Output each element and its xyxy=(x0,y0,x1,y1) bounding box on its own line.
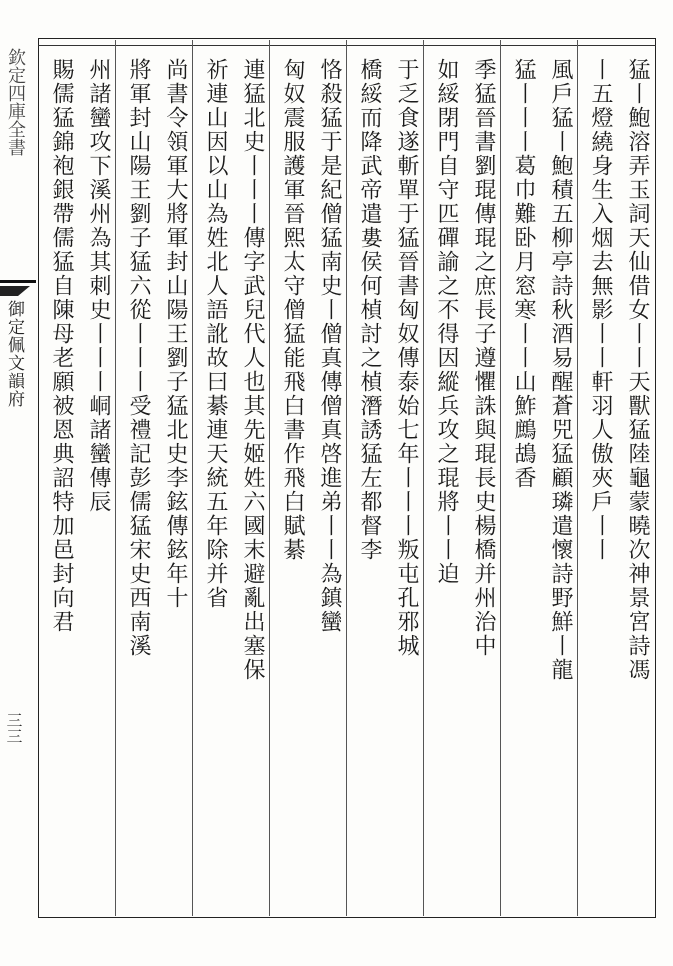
text-column: 如綏閉門自守匹磾諭之不得因縱兵攻之琨將丨丨迫 xyxy=(434,58,459,586)
text-column: 橋綏而降武帝遣婁侯何楨討之楨潛誘猛左都督李 xyxy=(357,58,382,562)
text-column: 于乏食遂斬單于猛晉書匈奴傳泰始七年丨丨丨叛屯孔邪城 xyxy=(394,58,419,658)
frame-top-rule xyxy=(38,45,656,46)
text-column: 將軍封山陽王劉子猛六從丨丨丨受禮記彭儒猛宋史西南溪 xyxy=(126,58,151,658)
text-column: 州諸蠻攻下溪州為其刺史丨丨丨峒諸蠻傳辰 xyxy=(86,58,111,514)
margin-top-text: 欽定四庫全書 xyxy=(5,48,26,156)
text-column: 丨五燈繞身生入烟去無影丨丨軒羽人傲夾戶丨丨 xyxy=(588,58,613,562)
left-margin xyxy=(0,0,36,966)
page-number: 三三 xyxy=(4,712,23,744)
text-column: 賜儒猛錦袍銀帶儒猛自陳母老願被恩典詔特加邑封向君 xyxy=(49,58,74,634)
text-column: 祈連山因以山為姓北人語訛故曰綦連天統五年除并省 xyxy=(203,58,228,610)
text-column: 恪殺猛于是紀僧猛南史丨僧真傳僧真啓進弟丨丨為鎮蠻 xyxy=(317,58,342,634)
text-column: 連猛北史丨丨丨傳字武兒代人也其先姬姓六國末避亂出塞保 xyxy=(240,58,265,682)
text-column: 季猛晉書劉琨傳琨之庶長子遵懼誅與琨長史楊橋并州治中 xyxy=(471,58,496,658)
text-column: 猛丨鮑溶弄玉詞天仙借女丨丨天獸猛陸龜蒙曉次神景宮詩馮 xyxy=(625,58,650,682)
text-column: 匈奴震服護軍晉熙太守僧猛能飛白書作飛白賦綦 xyxy=(280,58,305,562)
book-title: 御定佩文韻府 xyxy=(4,300,24,408)
text-column: 猛丨丨丨葛巾難卧月窓寒丨丨山鮓鷓鴣香 xyxy=(511,58,536,490)
text-column: 尚書令領軍大將軍封山陽王劉子猛北史李鉉傳鉉年十 xyxy=(163,58,188,610)
text-column: 風戶猛丨鮑積五柳亭詩秋酒易醒蒼兕猛顧璘遣懷詩野鮮丨龍 xyxy=(548,58,573,682)
